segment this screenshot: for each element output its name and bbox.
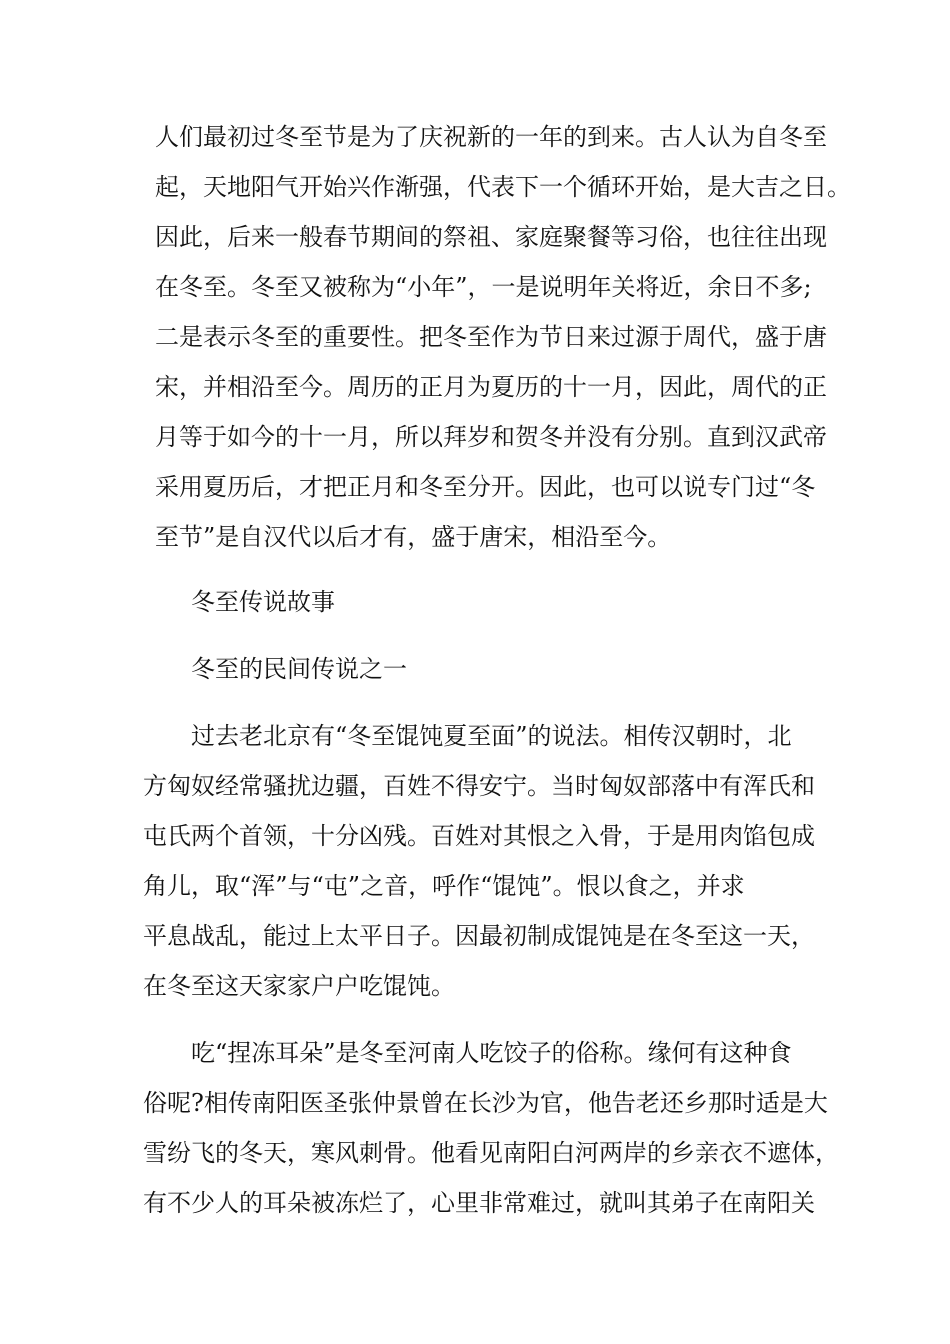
text-line: 宋，并相沿至今。周历的正月为夏历的十一月，因此，周代的正 <box>155 373 827 401</box>
section-heading: 冬至传说故事 <box>191 588 335 616</box>
text-line: 至节”是自汉代以后才有，盛于唐宋，相沿至今。 <box>155 523 672 551</box>
text-line: 俗呢?相传南阳医圣张仲景曾在长沙为官，他告老还乡那时适是大 <box>143 1089 828 1117</box>
text-line: 人们最初过冬至节是为了庆祝新的一年的到来。古人认为自冬至 <box>155 123 827 151</box>
text-line: 采用夏历后，才把正月和冬至分开。因此，也可以说专门过“冬 <box>155 473 816 501</box>
text-line: 角儿，取“浑”与“屯”之音，呼作“馄饨”。恨以食之，并求 <box>143 872 745 900</box>
text-line: 因此，后来一般春节期间的祭祖、家庭聚餐等习俗，也往往出现 <box>155 223 827 251</box>
text-line: 在冬至。冬至又被称为“小年”，一是说明年关将近，余日不多; <box>155 273 812 301</box>
section-subheading: 冬至的民间传说之一 <box>191 655 407 683</box>
text-line: 月等于如今的十一月，所以拜岁和贺冬并没有分别。直到汉武帝 <box>155 423 827 451</box>
text-line: 在冬至这天家家户户吃馄饨。 <box>143 972 455 1000</box>
text-line: 起，天地阳气开始兴作渐强，代表下一个循环开始，是大吉之日。 <box>155 173 851 201</box>
text-line: 平息战乱，能过上太平日子。因最初制成馄饨是在冬至这一天， <box>143 922 815 950</box>
text-line: 吃“捏冻耳朵”是冬至河南人吃饺子的俗称。缘何有这种食 <box>191 1039 792 1067</box>
text-line: 雪纷飞的冬天，寒风刺骨。他看见南阳白河两岸的乡亲衣不遮体， <box>143 1139 839 1167</box>
text-line: 屯氏两个首领，十分凶残。百姓对其恨之入骨，于是用肉馅包成 <box>143 822 815 850</box>
text-line: 过去老北京有“冬至馄饨夏至面”的说法。相传汉朝时，北 <box>191 722 792 750</box>
text-line: 方匈奴经常骚扰边疆，百姓不得安宁。当时匈奴部落中有浑氏和 <box>143 772 815 800</box>
text-line: 有不少人的耳朵被冻烂了，心里非常难过，就叫其弟子在南阳关 <box>143 1189 815 1217</box>
text-line: 二是表示冬至的重要性。把冬至作为节日来过源于周代，盛于唐 <box>155 323 827 351</box>
